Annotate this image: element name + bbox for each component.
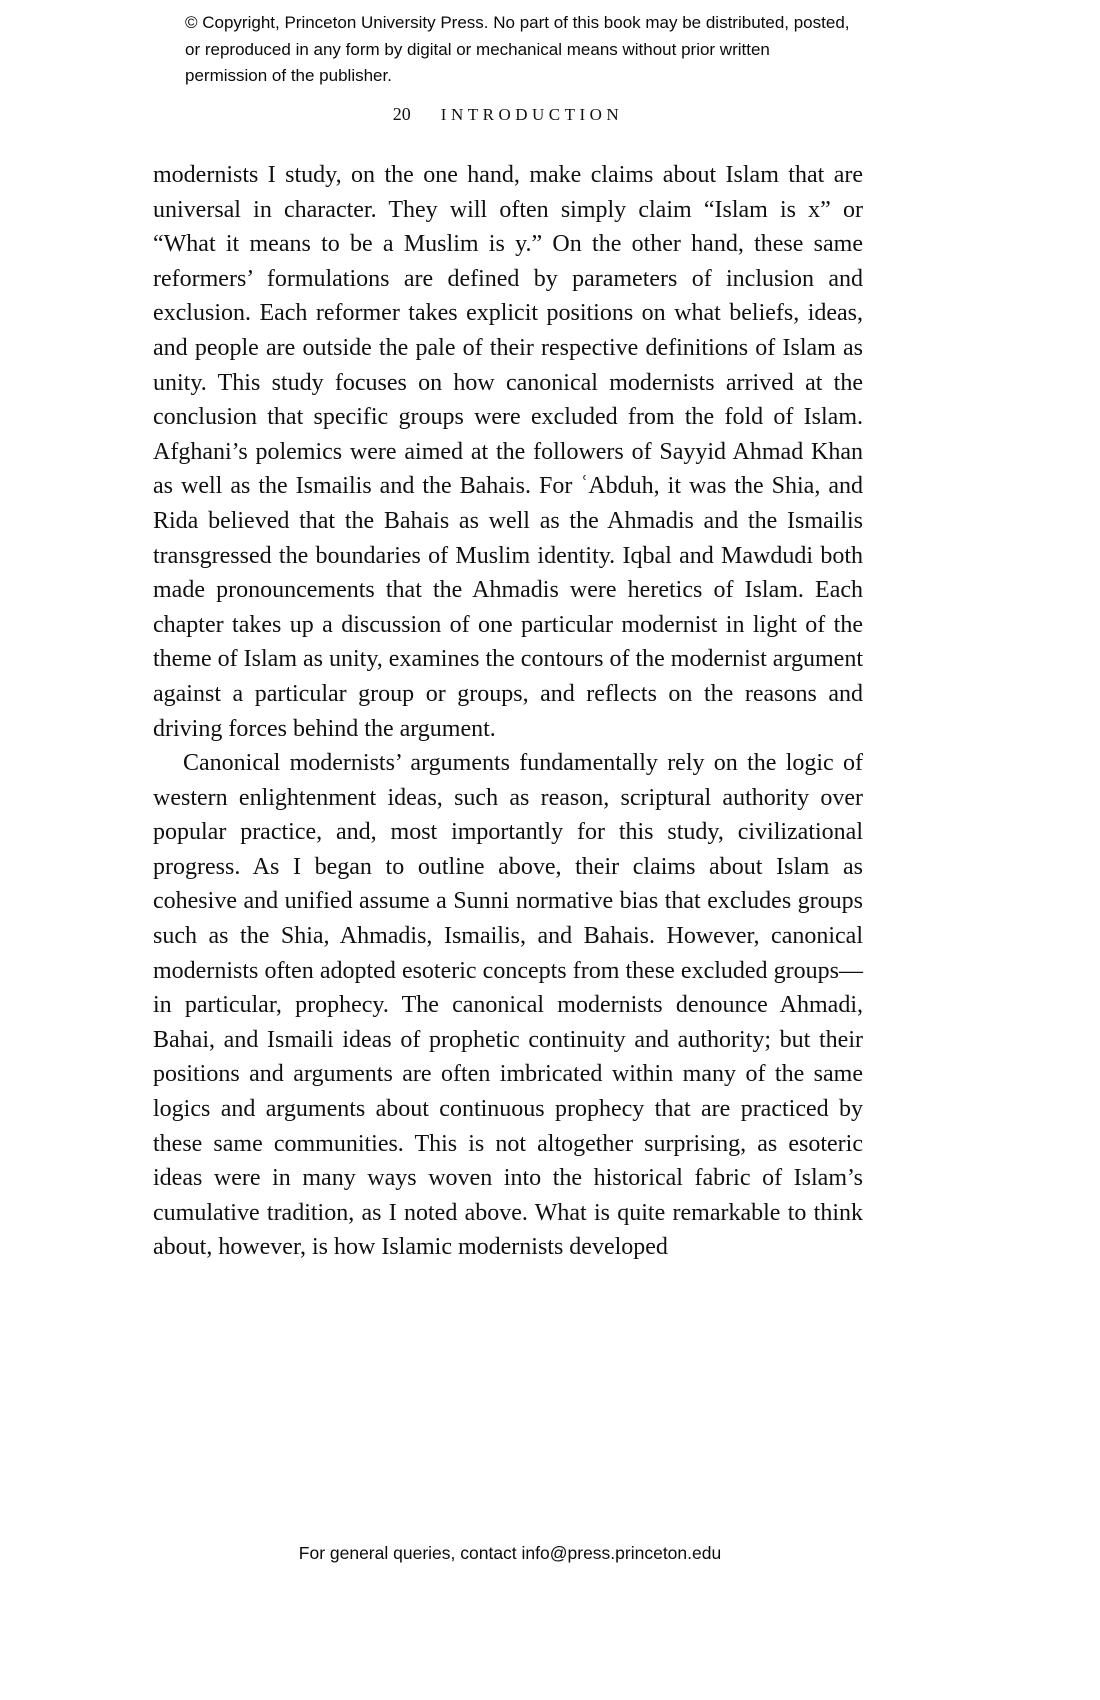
body-paragraph-1: modernists I study, on the one hand, make claims about Islam that are universal in character. They will often simply claim “Islam is x” or “What it means to be a Muslim is y.” On the other hand, these same reformers’ formulations are defined by parameters of inclusion and exclusion. Each reformer takes explicit positions on what beliefs, ideas, and people are outside the pale of their respective definitions of Islam as unity. This study focuses on how canonical modernists arrived at the conclusion that specific groups were excluded from the fold of Islam. Afghani’s polemics were aimed at the followers of Sayyid Ahmad Khan as well as the Ismailis and the Bahais. For ʿAbduh, it was the Shia, and Rida believed that the Bahais as well as the Ahmadis and the Ismailis transgressed the boundaries of Muslim identity. Iqbal and Mawdudi both made pronouncements that the Ahmadis were heretics of Islam. Each chapter takes up a discussion of one particular modernist in light of the theme of Islam as unity, examines the contours of the modernist argument against a particular group or groups, and reflects on the reasons and driving forces behind the argument. bbox=[153, 162, 863, 742]
page-number: 20 bbox=[392, 104, 411, 124]
page-header bbox=[153, 104, 863, 125]
body-paragraph-2: Canonical modernists’ arguments fundamentally rely on the logic of western enlightenment ideas, such as reason, scriptural authority over popular practice, and, most importantly for this study, civilizational progress. As I began to outline above, their claims about Islam as cohesive and unified assume a Sunni normative bias that excludes groups such as the Shia, Ahmadis, Ismailis, and Bahais. However, canonical modernists often adopted esoteric concepts from these excluded groups—in particular, prophecy. The canonical modernists denounce Ahmadi, Bahai, and Ismaili ideas of prophetic continuity and authority; but their positions and arguments are often imbricated within many of the same logics and arguments about continuous prophecy that are practiced by these same communities. This is not altogether surprising, as esoteric ideas were in many ways woven into the historical fabric of Islam’s cumulative tradition, as I noted above. What is quite remarkable to think about, however, is how Islamic modernists developed bbox=[153, 750, 863, 1261]
copyright-notice: © Copyright, Princeton University Press. No part of this book may be distributed, posted, or reproduced in any form by digital or mechanical means without prior written permission of the publisher. bbox=[185, 13, 850, 85]
footer-contact: For general queries, contact info@press.princeton.edu bbox=[298, 1543, 722, 1563]
body-text-column bbox=[153, 158, 863, 1265]
running-head: INTRODUCTION bbox=[440, 105, 624, 124]
